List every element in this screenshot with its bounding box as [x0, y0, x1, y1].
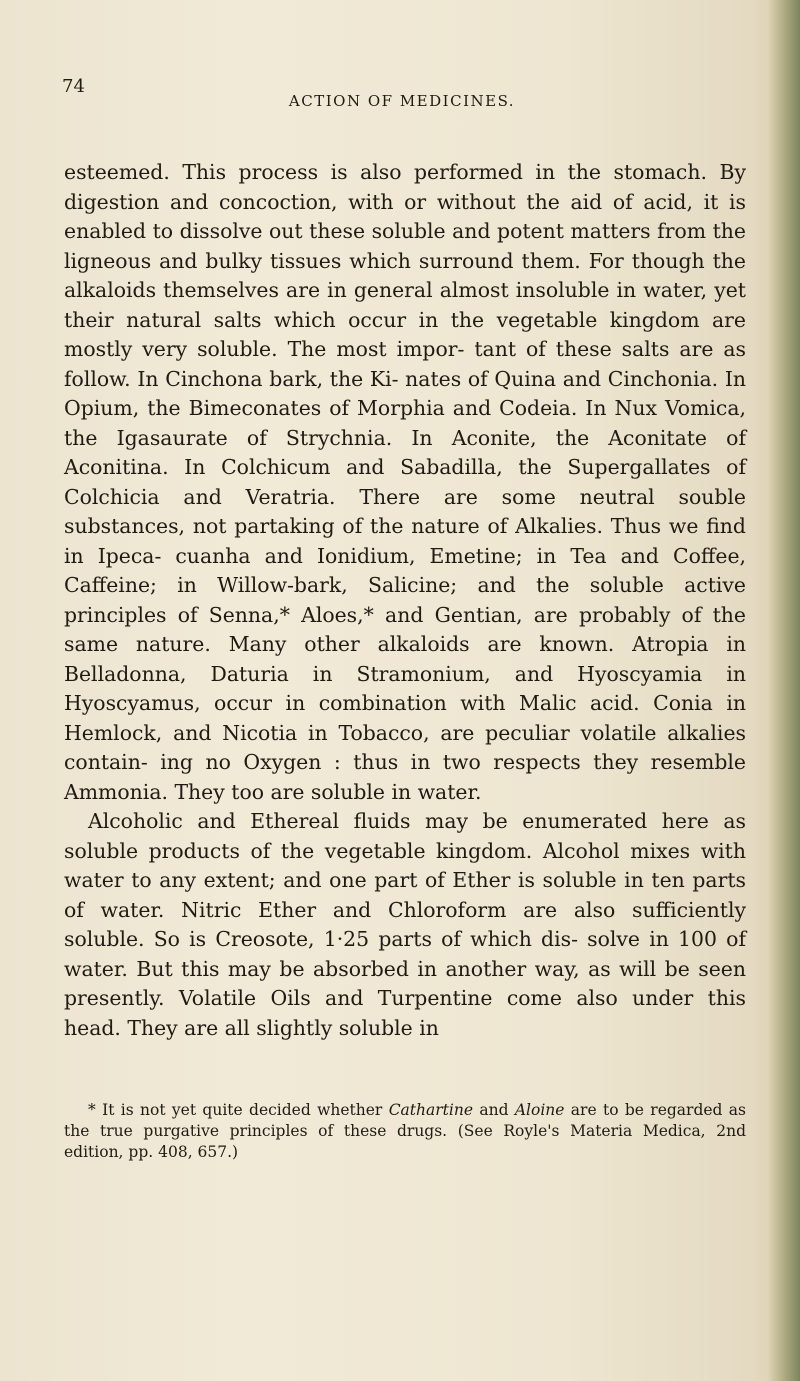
paragraph-1: esteemed. This process is also performed in the stomach. By digestion and concoction, with or without the aid of acid, it is enabled to dissolve out these soluble and potent matters from the ligneous and bulky tissues which surround them. For though the alkaloids themselves are in general almost insoluble in water, yet their natural salts which occur in the vegetable kingdom are mostly very soluble. The most impor- tant of these salts are as follow. In Cinchona bark, the Ki- nates of Quina and Cinchonia. In Opium, the Bimeconates of Morphia and Codeia. In Nux Vomica, the Igasaurate of Strychnia. In Aconite, the Aconitate of Aconitina. In Colchicum and Sabadilla, the Supergallates of Colchicia and Veratria. There are some neutral souble substances, not partaking of the nature of Alkalies. Thus we find in Ipeca- cuanha and Ionidium, Emetine; in Tea and Coffee, Caffeine; in Willow-bark, Salicine; and the soluble active principles of Senna,* Aloes,* and Gentian, are probably of the same nature. Many other alkaloids are known. Atropia in Belladonna, Daturia in Stramonium, and Hyoscyamia in Hyoscyamus, occur in combination with Malic acid. Conia in Hemlock, and Nicotia in Tobacco, are peculiar volatile alkalies contain- ing no Oxygen : thus in two respects they resemble Ammonia. They too are soluble in water.	[64, 160, 746, 804]
footnote-text-2: and	[473, 1101, 515, 1119]
paragraph-2: Alcoholic and Ethereal fluids may be enumerated here as soluble products of the vegetable kingdom. Alcohol mixes with water to any extent; and one part of Ether is soluble in ten parts of water. Nitric Ether and Chloroform are also sufficiently soluble. So is Creosote, 1·25 parts of which dis- solve in 100 of water. But this may be absorbed in another way, as will be seen presently. Volatile Oils and Turpentine come also under this head. They are all slightly soluble in	[64, 809, 746, 1040]
footnote-term-cathartine: Cathartine	[388, 1101, 473, 1119]
footnote	[64, 1100, 746, 1163]
running-head	[62, 76, 742, 110]
footnote-text-1: * It is not yet quite decided whether	[88, 1101, 389, 1119]
page-edge-shadow	[768, 0, 800, 1381]
running-title: ACTION OF MEDICINES.	[288, 92, 516, 110]
body-text	[64, 158, 746, 1043]
page-number: 74	[62, 76, 85, 97]
footnote-term-aloine: Aloine	[514, 1101, 565, 1119]
footnote-text-3: are to be regarded as the true purgative principles of these drugs. (See Royle's Materia Medica, 2nd edition, pp. 408, 657.)	[64, 1101, 747, 1161]
